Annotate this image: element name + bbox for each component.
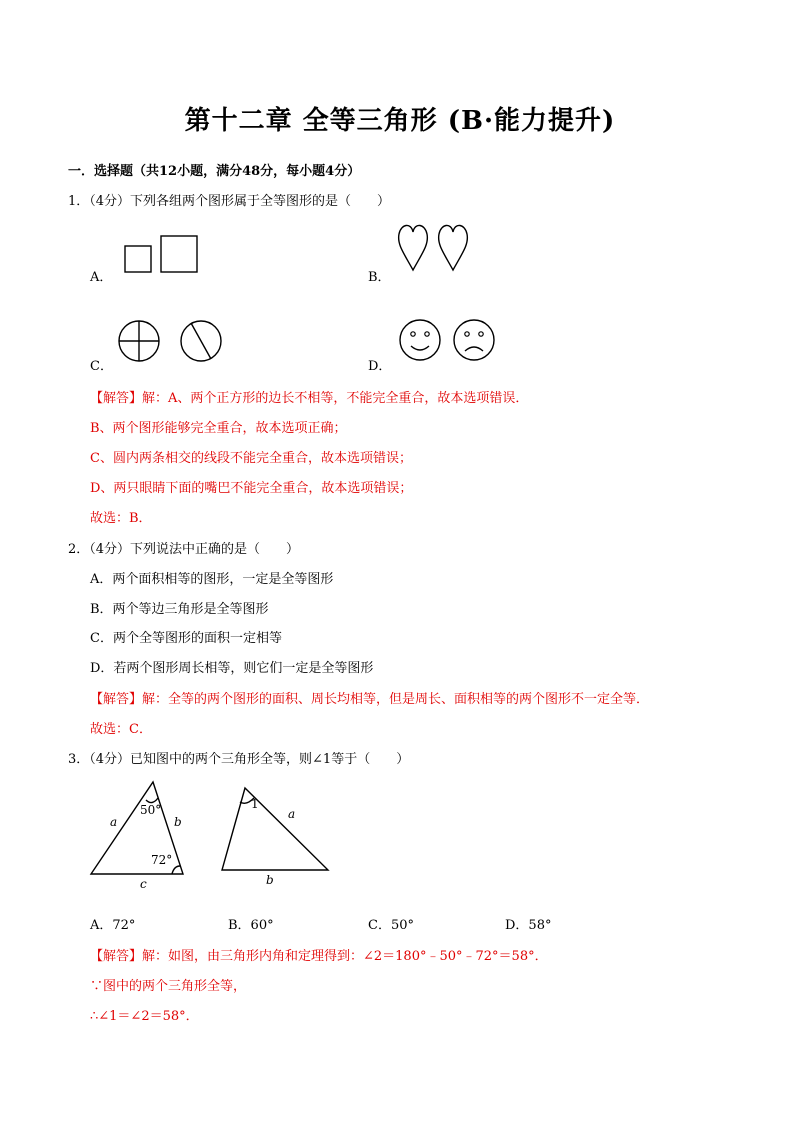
q3-option-c: C．50° [368, 918, 414, 933]
question-3-stem: 3．（4分）已知图中的两个三角形全等，则∠1等于（ ） [68, 752, 410, 767]
question-1-stem: 1．（4分）下列各组两个图形属于全等图形的是（ ） [68, 194, 391, 209]
heart-shape-right [439, 225, 468, 270]
q2-answer-line-2: 故选：C． [90, 722, 152, 737]
q3-option-a: A．72° [90, 918, 136, 933]
page-title: 第十二章 全等三角形 (B·能力提升) [184, 106, 616, 136]
q3-answer-line-3: ∴∠1＝∠2＝58°． [90, 1009, 199, 1024]
triangle-2 [222, 788, 328, 870]
q1-option-a-figure [120, 232, 200, 277]
triangle-1-side-b-label: b [174, 815, 182, 829]
q1-option-b-figure [395, 222, 480, 282]
q1-answer-line-4: D、两只眼睛下面的嘴巴不能完全重合，故本选项错误； [90, 481, 413, 496]
q2-option-a: A．两个面积相等的图形，一定是全等图形 [90, 572, 334, 587]
q1-answer-line-3: C、圆内两条相交的线段不能完全重合，故本选项错误； [90, 451, 412, 466]
q1-option-c-figure [115, 318, 230, 366]
q1-option-b-label: B． [368, 270, 391, 285]
q1-answer-line-5: 故选：B． [90, 511, 152, 526]
q3-triangles-figure [88, 778, 343, 893]
q1-option-a-label: A． [90, 270, 113, 285]
q3-option-b: B．60° [228, 918, 274, 933]
triangle-1-right-angle-arc [172, 866, 180, 874]
small-square [125, 246, 151, 272]
triangle-1-side-c-label: c [140, 877, 147, 891]
q3-answer-line-2: ∵图中的两个三角形全等， [90, 979, 247, 994]
triangle-1-top-angle-label: 50° [140, 803, 162, 817]
q1-answer-line-2: B、两个图形能够完全重合，故本选项正确； [90, 421, 347, 436]
q1-option-d-label: D． [368, 359, 392, 374]
triangle-2-side-a-label: a [288, 807, 296, 821]
q3-answer-line-1: 【解答】解：如图，由三角形内角和定理得到：∠2＝180°﹣50°﹣72°＝58°． [90, 949, 548, 964]
triangle-2-angle-1-label: 1 [251, 797, 259, 811]
q2-answer-line-1: 【解答】解：全等的两个图形的面积、周长均相等，但是周长、面积相等的两个图形不一定全等． [90, 692, 650, 707]
q1-option-d-figure [398, 316, 503, 366]
q2-option-b: B．两个等边三角形是全等图形 [90, 602, 269, 617]
question-2-stem: 2．（4分）下列说法中正确的是（ ） [68, 542, 300, 557]
triangle-1-right-angle-label: 72° [151, 853, 173, 867]
large-square [161, 236, 197, 272]
smiley-face-icon [400, 320, 440, 360]
q1-option-c-label: C． [90, 359, 113, 374]
triangle-1-top-angle-arc [146, 798, 158, 803]
sad-face-icon [454, 320, 494, 360]
triangle-2-side-b-label: b [266, 873, 274, 887]
triangle-1-side-a-label: a [110, 815, 118, 829]
q2-option-c: C．两个全等图形的面积一定相等 [90, 631, 282, 646]
section-heading: 一．选择题（共12小题，满分48分，每小题4分） [68, 164, 361, 179]
q1-answer-line-1: 【解答】解：A、两个正方形的边长不相等，不能完全重合，故本选项错误． [90, 391, 529, 406]
q3-option-d: D．58° [505, 918, 552, 933]
heart-shape-left [399, 225, 428, 270]
q2-option-d: D．若两个图形周长相等，则它们一定是全等图形 [90, 661, 374, 676]
